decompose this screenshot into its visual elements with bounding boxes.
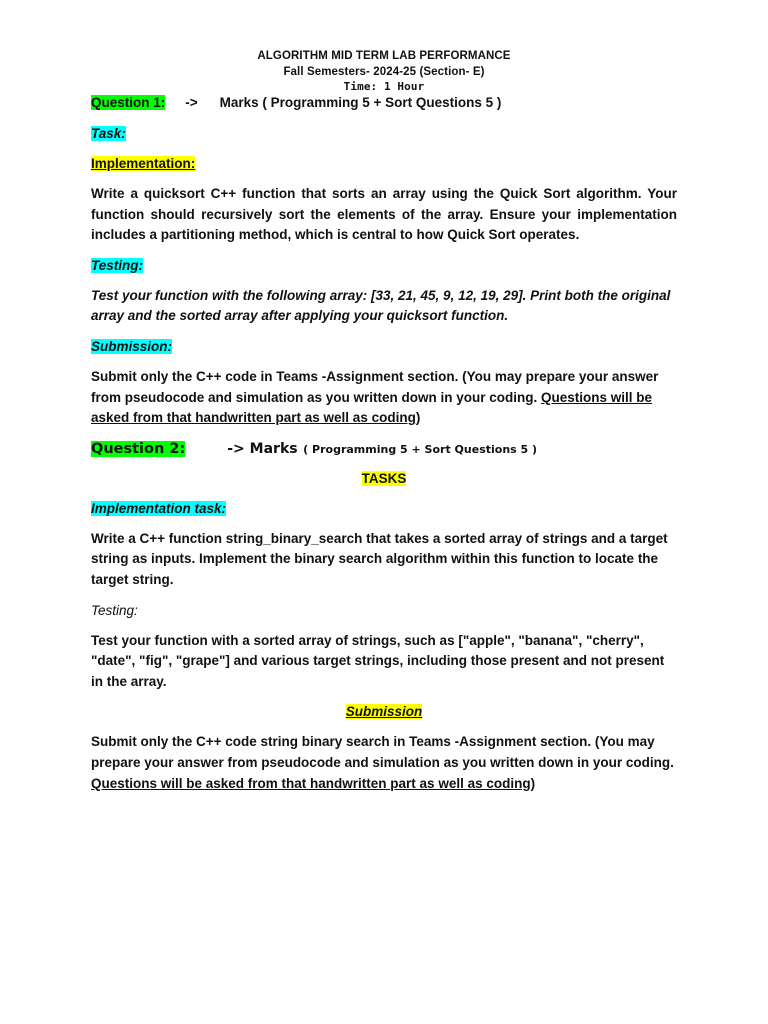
question1-task-label: Task: — [91, 126, 126, 141]
question1-heading — [91, 93, 677, 113]
question2-submission-body: Submit only the C++ code string binary search in Teams -Assignment section. (You may prepare your answer from pseudocode and simulation as you written down in your coding. — [91, 734, 674, 770]
question1-testing-label-row — [91, 256, 677, 276]
question1-submission-text — [91, 367, 677, 429]
question1-implementation-label-row — [91, 154, 677, 174]
question2-tasks-row — [91, 469, 677, 489]
question2-implementation-text: Write a C++ function string_binary_search that takes a sorted array of strings and a target string as inputs. Implement the binary search algorithm within this function to locate the target string. — [91, 530, 668, 587]
question2-arrow-marks: -> Marks — [227, 440, 298, 457]
document-content — [91, 48, 677, 794]
question2-testing-text: Test your function with a sorted array of strings, such as ["apple", "banana", "cherry", "date", "fig", "grape"] and various target strings, including those present and not present in the array. — [91, 632, 665, 689]
question2-submission-label-row — [91, 702, 677, 722]
document-title: ALGORITHM MID TERM LAB PERFORMANCE — [257, 50, 511, 62]
question2-submission-underlined: Questions will be asked from that handwritten part as well as coding — [91, 775, 531, 791]
question2-implementation-label: Implementation task: — [91, 500, 227, 516]
question1-label: Question 1: — [91, 95, 166, 110]
question2-tasks-label: TASKS — [361, 470, 407, 486]
question2-implementation-label-row — [91, 499, 677, 519]
question1-arrow: -> — [185, 95, 198, 110]
question1-submission-underlined: Questions will be asked from that handwritten part as well as coding — [91, 389, 653, 426]
question1-submission-body: Submit only the C++ code in Teams -Assignment section. (You may prepare your answer from pseudocode and simulation as you written down in your coding. — [91, 368, 659, 405]
time-line: Time: 1 Hour — [343, 80, 425, 93]
question2-testing-label: Testing: — [91, 602, 138, 618]
question1-testing-label: Testing: — [91, 257, 143, 273]
question1-submission-label: Submission: — [91, 338, 173, 354]
question1-submission-end: ) — [415, 410, 421, 426]
question1-implementation-label: Implementation: — [91, 156, 196, 171]
question2-label: Question 2: — [91, 440, 186, 457]
question2-marks-detail: ( Programming 5 + Sort Questions 5 ) — [303, 442, 538, 456]
question1-task-label-row — [91, 124, 677, 144]
question2-heading — [91, 437, 677, 461]
question2-submission-end: ) — [530, 775, 536, 791]
question1-implementation-text: Write a quicksort C++ function that sorts an array using the Quick Sort algorithm. Your function should recursively sort the elements of the array. Ensure your implementation includes a partitioning method, which is central to how Quick Sort operates. — [91, 186, 677, 243]
question2-submission-label: Submission — [345, 704, 423, 720]
semester-line: Fall Semesters- 2024-25 (Section- E) — [283, 66, 485, 78]
question2-submission-text — [91, 732, 677, 794]
question1-submission-label-row — [91, 337, 677, 357]
question1-marks: Marks ( Programming 5 + Sort Questions 5 ) — [219, 95, 502, 110]
question1-testing-text: Test your function with the following array: [33, 21, 45, 9, 12, 19, 29]. Print both the original array and the sorted array after applying your quicksort function. — [91, 287, 671, 324]
